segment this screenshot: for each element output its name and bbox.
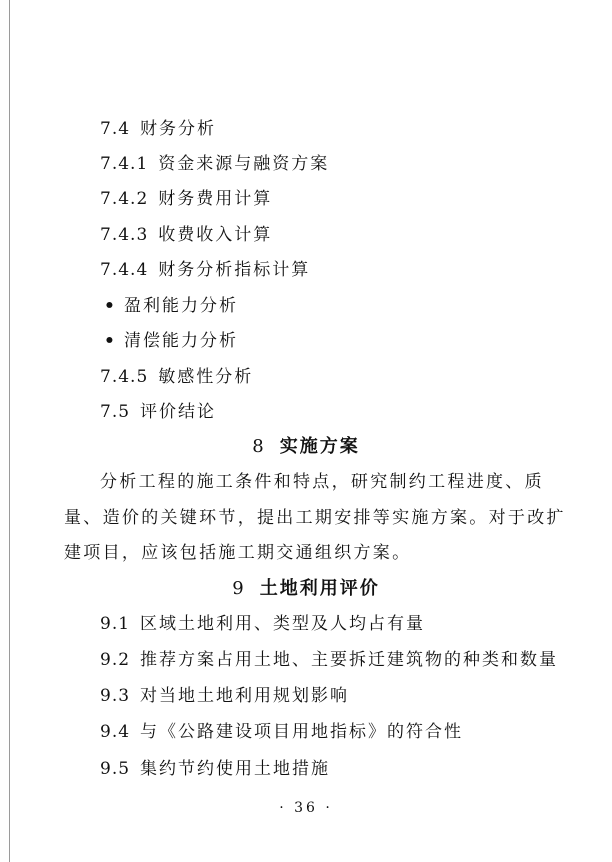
outline-item-7-4-1: [100, 153, 329, 175]
outline-text: 评价结论: [140, 402, 217, 422]
paragraph-line-1: 分析工程的施工条件和特点，研究制约工程进度、质: [100, 472, 544, 492]
outline-number: 9.3: [100, 686, 131, 706]
bullet-text: 盈利能力分析: [124, 296, 238, 316]
section-title: 土地利用评价: [259, 578, 380, 599]
outline-number: 7.4.4: [100, 260, 149, 280]
outline-item-7-4-5: [100, 366, 253, 388]
outline-text: 敏感性分析: [158, 367, 254, 387]
outline-item-9-2: [100, 649, 558, 671]
outline-item-9-3: [100, 685, 349, 707]
section-number: 8: [252, 436, 266, 457]
outline-number: 9.2: [100, 650, 131, 670]
outline-text: 财务费用计算: [158, 189, 273, 209]
section-number: 9: [232, 578, 246, 599]
outline-number: 7.4: [100, 119, 131, 139]
outline-text: 财务分析指标计算: [158, 260, 311, 280]
bullet-item-solvency: [104, 330, 238, 352]
outline-text: 对当地土地利用规划影响: [140, 686, 350, 706]
outline-item-9-5: [100, 758, 330, 780]
outline-text: 推荐方案占用土地、主要拆迁建筑物的种类和数量: [140, 650, 559, 670]
section-9-heading: [0, 577, 612, 601]
outline-text: 财务分析: [140, 119, 217, 139]
bullet-text: 清偿能力分析: [124, 331, 238, 351]
outline-number: 9.1: [100, 614, 131, 634]
outline-number: 9.5: [100, 759, 131, 779]
outline-item-9-1: [100, 613, 425, 635]
outline-item-9-4: [100, 721, 463, 743]
outline-text: 资金来源与融资方案: [158, 154, 330, 174]
outline-item-7-5: [100, 401, 216, 423]
outline-number: 7.5: [100, 402, 131, 422]
paragraph-line-2: 量、造价的关键环节，提出工期安排等实施方案。对于改扩: [64, 508, 566, 528]
page-number: · 36 ·: [279, 800, 333, 816]
outline-item-7-4: [100, 118, 216, 140]
outline-number: 7.4.2: [100, 189, 149, 209]
outline-number: 7.4.5: [100, 367, 149, 387]
outline-item-7-4-2: [100, 188, 272, 210]
outline-item-7-4-3: [100, 224, 272, 246]
outline-number: 7.4.3: [100, 225, 149, 245]
outline-text: 收费收入计算: [158, 225, 273, 245]
bullet-glyph: •: [104, 331, 117, 351]
bullet-item-profitability: [104, 295, 238, 317]
outline-text: 集约节约使用土地措施: [140, 759, 331, 779]
outline-number: 7.4.1: [100, 154, 149, 174]
bullet-glyph: •: [104, 296, 117, 316]
outline-number: 9.4: [100, 722, 131, 742]
section-8-heading: [0, 435, 612, 459]
section-title: 实施方案: [279, 436, 360, 457]
outline-text: 与《公路建设项目用地指标》的符合性: [140, 722, 464, 742]
paragraph-line-3: 建项目，应该包括施工期交通组织方案。: [64, 543, 412, 563]
outline-item-7-4-4: [100, 259, 310, 281]
page-edge-rule: [9, 0, 10, 862]
outline-text: 区域土地利用、类型及人均占有量: [140, 614, 426, 634]
